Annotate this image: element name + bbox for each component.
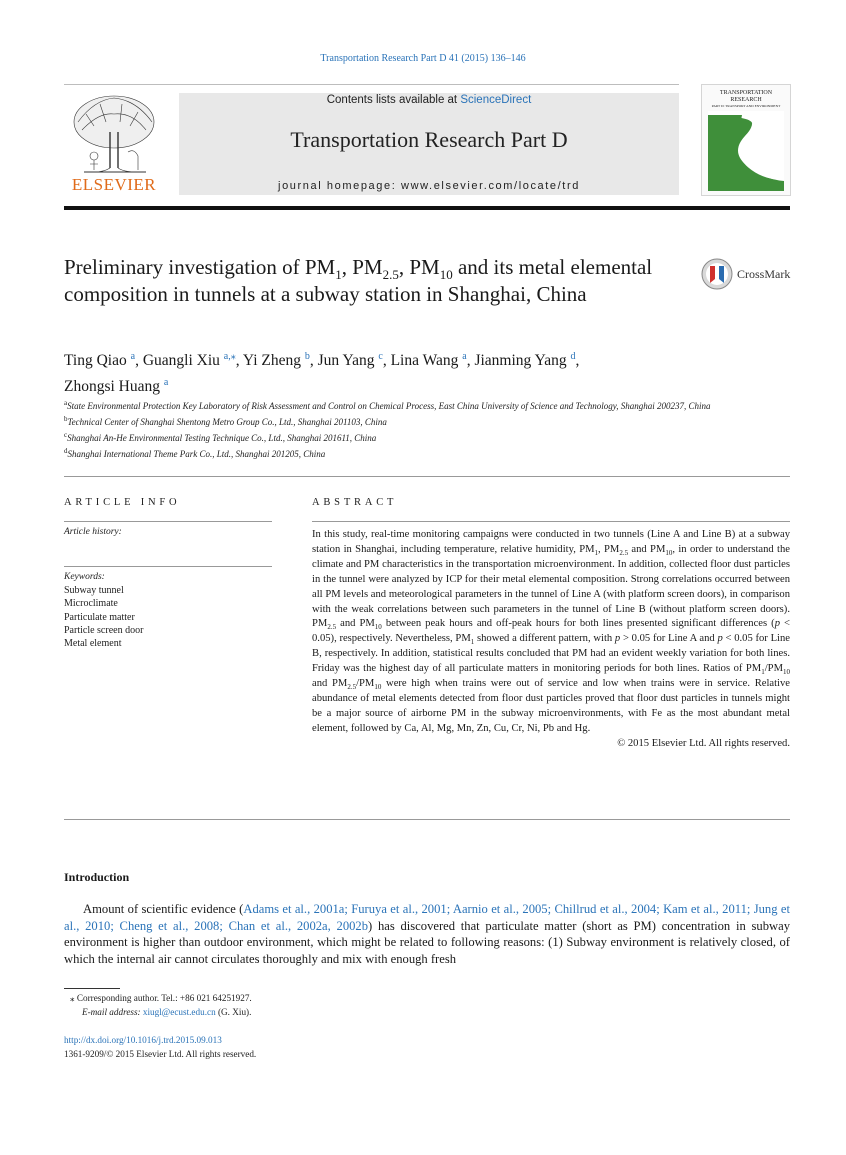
- abstract-sub: 1: [594, 549, 599, 558]
- author-affiliation-mark[interactable]: a,⁎: [223, 351, 236, 362]
- affiliation-text: Shanghai International Theme Park Co., Ltd., Shanghai 201205, China: [67, 449, 326, 459]
- abstract-text: /PM: [356, 678, 375, 690]
- author-name: Jun Yang: [317, 352, 375, 370]
- doi-link[interactable]: [64, 1035, 222, 1045]
- author-name: Yi Zheng: [242, 352, 302, 370]
- abstract-italic-p: p: [717, 633, 723, 645]
- abstract-text: < 0.05), respectively. Nevertheless, PM: [312, 618, 791, 645]
- title-text: , PM: [341, 255, 383, 279]
- elsevier-tree-icon: [64, 92, 164, 176]
- author-list: [64, 346, 764, 398]
- article-title: [64, 254, 684, 308]
- crossmark-icon: [701, 258, 733, 290]
- journal-name: Transportation Research Part D: [290, 127, 568, 152]
- affiliation-list: [64, 397, 790, 461]
- author-separator: ,: [135, 352, 143, 370]
- abstract-italic-p: p: [774, 618, 780, 630]
- title-text: , PM: [398, 255, 440, 279]
- abstract-sub: 10: [783, 668, 790, 677]
- keywords-label: Keywords:: [64, 572, 105, 582]
- crossmark-badge[interactable]: [701, 258, 796, 290]
- keyword-list: [64, 584, 143, 650]
- keyword: Particulate matter: [64, 611, 135, 623]
- abstract-italic-p: p: [614, 633, 621, 645]
- abstract-sub: 10: [665, 549, 673, 558]
- cover-road-illustration: [702, 85, 790, 195]
- keyword: Metal element: [64, 638, 122, 650]
- abstract-sub: 1: [761, 668, 765, 677]
- abstract-text: and PM: [336, 618, 375, 630]
- author[interactable]: [318, 352, 383, 369]
- abstract-text: , PM: [598, 543, 620, 555]
- affiliation-text: Shanghai An-He Environmental Testing Technique Co., Ltd., Shanghai 201611, China: [67, 433, 377, 443]
- keyword: Particle screen door: [64, 624, 144, 636]
- author-affiliation-mark[interactable]: a: [130, 351, 136, 362]
- abstract-text: and PM: [628, 543, 666, 555]
- author-affiliation-mark[interactable]: a: [462, 351, 467, 362]
- citation-links[interactable]: Adams et al., 2001a; Furuya et al., 2001; Aarnio et al., 2005; Chillrud et al., 2004; Kam et al., 2011; Jung et al., 2010; Cheng et al., 2008; Chan et al., 2002a, 2002b: [64, 902, 790, 933]
- author[interactable]: [64, 352, 135, 369]
- title-sub: 1: [335, 267, 342, 283]
- abstract-sub: 1: [470, 638, 475, 647]
- title-sub: 10: [439, 267, 453, 283]
- affiliation-mark: c: [64, 431, 68, 439]
- author-separator: ,: [382, 352, 391, 370]
- abstract-text: < 0.05 for Line B, respectively. In addition, statistical results concluded that PM had an evident weekly variation for both lines. Friday was the highest day of all particulate matters in monitoring periods for both lines. Ratios of PM: [312, 633, 790, 675]
- affiliation: [64, 429, 790, 445]
- cover-title-line1: TRANSPORTATION: [719, 90, 773, 96]
- author-name: Zhongsi Huang: [64, 378, 161, 396]
- abstract-body: [312, 528, 790, 752]
- author[interactable]: [391, 352, 467, 369]
- keyword: Subway tunnel: [64, 585, 124, 596]
- contents-line: [179, 94, 679, 106]
- doi-text[interactable]: http://dx.doi.org/10.1016/j.trd.2015.09.013: [64, 1035, 222, 1045]
- title-sub: 2.5: [382, 267, 399, 283]
- affiliation-mark: d: [64, 447, 68, 455]
- author-affiliation-mark[interactable]: a: [163, 377, 169, 389]
- affiliation: [64, 445, 790, 461]
- journal-homepage[interactable]: journal homepage: www.elsevier.com/locate/trd: [278, 180, 580, 192]
- article-info-heading: ARTICLE INFO: [64, 497, 181, 508]
- author-affiliation-mark[interactable]: c: [378, 351, 383, 362]
- author[interactable]: [143, 352, 236, 369]
- author-name: Jianming Yang: [474, 352, 567, 370]
- abstract-sub: 10: [374, 683, 382, 692]
- abstract-sub: 2.5: [347, 683, 357, 692]
- abstract-text: , in order to understand the climate and PM characteristics in the transportation microenvironment. In addition, collected floor dust particles in the tunnel were analyzed by ICP for their metal elemental composition. Strong correlations occurred between all PM levels and meteorological parameters in the tunnel of Line A (with platform screen doors), in comparison with the weak correlations between such parameters in the tunnel of Line B (without platform screen doors). PM: [312, 543, 790, 630]
- title-text: and its metal elemental composition in tunnels at a subway station in Shanghai, China: [64, 255, 653, 306]
- introduction-body: [64, 901, 790, 967]
- author-name: Ting Qiao: [64, 352, 127, 370]
- author[interactable]: [243, 352, 310, 369]
- author-separator: ,: [575, 352, 580, 370]
- header-bottom-rule: [64, 206, 790, 210]
- corresponding-author-note: ⁎ Corresponding author. Tel.: +86 021 64251927.: [70, 993, 252, 1003]
- intro-text: Amount of scientific evidence (: [83, 902, 244, 916]
- author-name: Lina Wang: [390, 352, 459, 370]
- abstract-text: showed a different pattern, with: [474, 633, 615, 645]
- article-info-rule: [64, 521, 272, 522]
- keyword: Microclimate: [64, 598, 118, 610]
- author[interactable]: [64, 378, 168, 395]
- introduction-heading: Introduction: [64, 870, 130, 884]
- abstract-sub: 2.5: [327, 623, 337, 632]
- author-separator: ,: [235, 352, 243, 370]
- author-affiliation-mark[interactable]: d: [570, 351, 576, 362]
- cover-subtitle: PART D: TRANSPORT AND ENVIRONMENT: [711, 104, 781, 108]
- author[interactable]: [474, 352, 575, 369]
- email-note: [82, 1007, 251, 1017]
- abstract-copyright: © 2015 Elsevier Ltd. All rights reserved.: [617, 737, 790, 749]
- abstract-text: /PM: [764, 663, 783, 675]
- abstract-text: were high when trains were out of service and low when trains were in service. Relative abundance of metal elements detected from floor dust particles proved that floor dust particles in tunnels might be a major source of airborne PM in the subway microenvironments, with Fe as the most abundant metal element, followed by Ca, Al, Mg, Mn, Zn, Cu, Cr, Ni, Pb and Hg.: [312, 678, 790, 734]
- affiliation-mark: a: [64, 399, 68, 407]
- abstract-text: and PM: [312, 678, 348, 690]
- abstract-rule: [312, 521, 790, 522]
- author-affiliation-mark[interactable]: b: [304, 351, 310, 362]
- journal-cover-thumbnail[interactable]: [701, 84, 791, 196]
- sciencedirect-link[interactable]: ScienceDirect: [460, 94, 532, 106]
- elsevier-wordmark: ELSEVIER: [71, 175, 157, 194]
- email-label: E-mail address:: [82, 1007, 141, 1017]
- affiliation: [64, 397, 790, 413]
- affiliation-text: State Environmental Protection Key Laboratory of Risk Assessment and Control on Chemical Process, East China University of Science and Technology, Shanghai 200237, China: [67, 401, 711, 411]
- abstract-text: between peak hours and off-peak hours for both lines presented significant differences (: [381, 618, 775, 630]
- abstract-text: > 0.05 for Line A and: [620, 633, 718, 645]
- author-separator: ,: [309, 352, 318, 370]
- affiliation-text: Technical Center of Shanghai Shentong Metro Group Co., Ltd., Shanghai 201103, China: [67, 417, 387, 427]
- abstract-heading: ABSTRACT: [312, 497, 398, 508]
- issn-line: 1361-9209/© 2015 Elsevier Ltd. All rights reserved.: [64, 1049, 257, 1059]
- journal-reference[interactable]: Transportation Research Part D 41 (2015) 136–146: [320, 53, 526, 64]
- abstract-sub: 10: [374, 623, 382, 632]
- footnote-rule: [64, 988, 120, 989]
- header-top-rule: [64, 84, 679, 85]
- elsevier-logo[interactable]: [64, 92, 164, 195]
- abstract-sub: 2.5: [619, 549, 629, 558]
- section-divider: [64, 476, 790, 477]
- article-history-label: Article history:: [64, 527, 122, 537]
- email-suffix: (G. Xiu).: [215, 1007, 252, 1017]
- journal-header-box: [179, 93, 679, 195]
- author-separator: ,: [466, 352, 475, 370]
- crossmark-label: CrossMark: [737, 267, 791, 281]
- email-link[interactable]: xiugl@ecust.edu.cn: [142, 1007, 216, 1017]
- affiliation-mark: b: [64, 415, 68, 423]
- keywords-rule: [64, 566, 272, 567]
- cover-title-line2: RESEARCH: [730, 96, 762, 103]
- section-divider: [64, 819, 790, 820]
- affiliation: [64, 413, 790, 429]
- author-name: Guangli Xiu: [142, 352, 220, 370]
- title-text: Preliminary investigation of PM: [64, 255, 336, 279]
- abstract-text: In this study, real-time monitoring campaigns were conducted in two tunnels (Line A and Line B) at a subway station in Shanghai, including temperature, relative humidity, PM: [312, 529, 790, 555]
- intro-text: ) has discovered that particulate matter (short as PM) concentration in subway environment is higher than outdoor environment, which might be related to following reasons: (1) Subway environment is relatively closed, of which the internal air cannot circulates thoroughly and mix with enough fresh: [64, 918, 790, 966]
- contents-prefix: Contents lists available at: [326, 94, 461, 106]
